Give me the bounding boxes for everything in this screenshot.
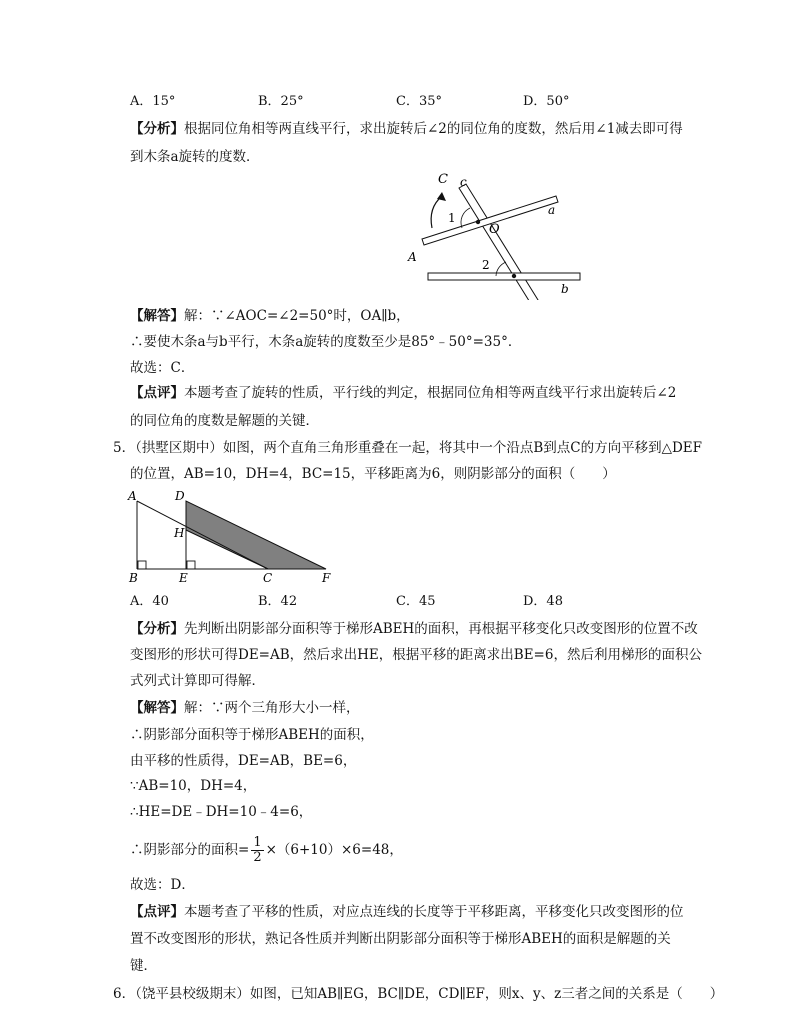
right-angle-B <box>138 561 146 569</box>
q5-option-c: C．45 <box>396 594 436 609</box>
q5-comment-line-1 <box>130 903 684 921</box>
shaded-region <box>186 501 326 569</box>
q4-rotation-figure <box>400 165 600 300</box>
stick-b <box>428 273 580 280</box>
label-1: 1 <box>448 211 456 225</box>
q5-comment-line-3: 键． <box>130 958 157 974</box>
label-A: A <box>128 489 137 503</box>
q5-solution-line-5: ∴HE=DE﹣DH=10﹣4=6， <box>130 804 313 820</box>
q4-solution-line-1 <box>130 307 410 325</box>
q5-comment-line-2: 置不改变图形的形状，熟记各性质并判断出阴影部分面积等于梯形ABEH的面积是解题的关 <box>130 931 671 947</box>
q5-solution-line-2: ∴阴影部分面积等于梯形ABEH的面积， <box>130 727 374 743</box>
label-E: E <box>179 571 188 585</box>
q4-comment-line-1 <box>130 384 676 402</box>
q5-area-formula <box>130 834 403 866</box>
q4-analysis-line-1 <box>130 120 683 138</box>
stick-c <box>459 184 543 300</box>
q5-solution-tag: 【解答】 <box>130 700 184 716</box>
q5-stem-line-1: 5．（拱墅区期中）如图，两个直角三角形重叠在一起，将其中一个沿点B到点C的方向平移到△DEF <box>113 440 703 456</box>
q4-option-d: D．50° <box>523 94 570 109</box>
label-H: H <box>174 526 185 540</box>
q4-solution-line-3: 故选：C． <box>130 360 195 376</box>
q5-analysis-text-1: 先判断出阴影部分面积等于梯形ABEH的面积，再根据平移变化只改变图形的位置不改 <box>184 621 698 637</box>
q4-option-b: B．25° <box>258 94 304 109</box>
q5-area-suffix: ×（6+10）×6=48， <box>265 842 403 858</box>
q4-option-a: A．15° <box>130 94 176 109</box>
label-2: 2 <box>482 258 490 272</box>
q5-choice: 故选：D． <box>130 877 195 893</box>
q4-comment-tag: 【点评】 <box>130 385 184 401</box>
q4-comment-line-2: 的同位角的度数是解题的关键． <box>130 413 319 429</box>
q5-comment-text-1: 本题考查了平移的性质，对应点连线的长度等于平移距离，平移变化只改变图形的位 <box>184 904 684 920</box>
q5-comment-tag: 【点评】 <box>130 904 184 920</box>
q5-option-b: B．42 <box>258 594 298 609</box>
label-F: F <box>322 571 331 585</box>
label-D: D <box>175 489 185 503</box>
label-c: c <box>460 175 467 189</box>
q5-analysis-line-3: 式列式计算即可得解． <box>130 673 265 689</box>
q4-solution-line-2: ∴要使木条a与b平行，木条a旋转的度数至少是85°﹣50°=35°． <box>130 334 522 350</box>
q5-solution-line-1 <box>130 699 360 717</box>
q5-fraction-numerator: 1 <box>253 835 262 850</box>
q4-option-c: C．35° <box>396 94 442 109</box>
q4-comment-text-1: 本题考查了旋转的性质，平行线的判定，根据同位角相等两直线平行求出旋转后∠2 <box>184 385 677 401</box>
q5-option-d: D．48 <box>523 594 563 609</box>
q4-analysis-tag: 【分析】 <box>130 121 184 137</box>
q4-analysis-text-1: 根据同位角相等两直线平行，求出旋转后∠2的同位角的度数，然后用∠1减去即可得 <box>184 121 683 137</box>
q5-analysis-line-1 <box>130 620 698 638</box>
label-O: O <box>489 222 500 237</box>
label-C: C <box>263 571 273 585</box>
q5-area-prefix: ∴阴影部分的面积= <box>130 842 250 858</box>
q5-fraction-denominator: 2 <box>253 850 262 865</box>
q5-solution-line-3: 由平移的性质得，DE=AB，BE=6， <box>130 753 357 769</box>
right-angle-E <box>187 561 195 569</box>
q5-solution-text-1: 解：∵两个三角形大小一样， <box>184 700 360 716</box>
rotation-arrow <box>431 196 442 228</box>
q5-fraction <box>251 836 263 865</box>
q4-solution-text-1: 解：∵∠AOC=∠2=50°时，OA∥b， <box>184 308 410 324</box>
q5-option-a: A．40 <box>130 594 169 609</box>
q5-analysis-line-2: 变图形的形状可得DE=AB，然后求出HE，根据平移的距离求出BE=6，然后利用梯形的面积公 <box>130 647 702 663</box>
label-b: b <box>561 282 569 296</box>
label-B: B <box>129 571 138 585</box>
label-a: a <box>548 203 556 217</box>
q6-stem: 6．（饶平县校级期末）如图，已知AB∥EG，BC∥DE，CD∥EF，则x、y、z三者之间的关系是（ ） <box>113 986 724 1002</box>
point-o <box>476 220 480 224</box>
intersection-2 <box>512 274 516 278</box>
q5-analysis-tag: 【分析】 <box>130 621 184 637</box>
q5-translation-figure <box>125 486 340 586</box>
q4-solution-tag: 【解答】 <box>130 308 184 324</box>
label-A: A <box>408 250 417 264</box>
q5-stem-line-2: 的位置，AB=10，DH=4，BC=15，平移距离为6，则阴影部分的面积（ ） <box>130 466 616 482</box>
label-C: C <box>438 172 448 187</box>
q4-analysis-line-2: 到木条a旋转的度数． <box>130 149 260 165</box>
q5-solution-line-4: ∵AB=10，DH=4， <box>130 778 257 794</box>
